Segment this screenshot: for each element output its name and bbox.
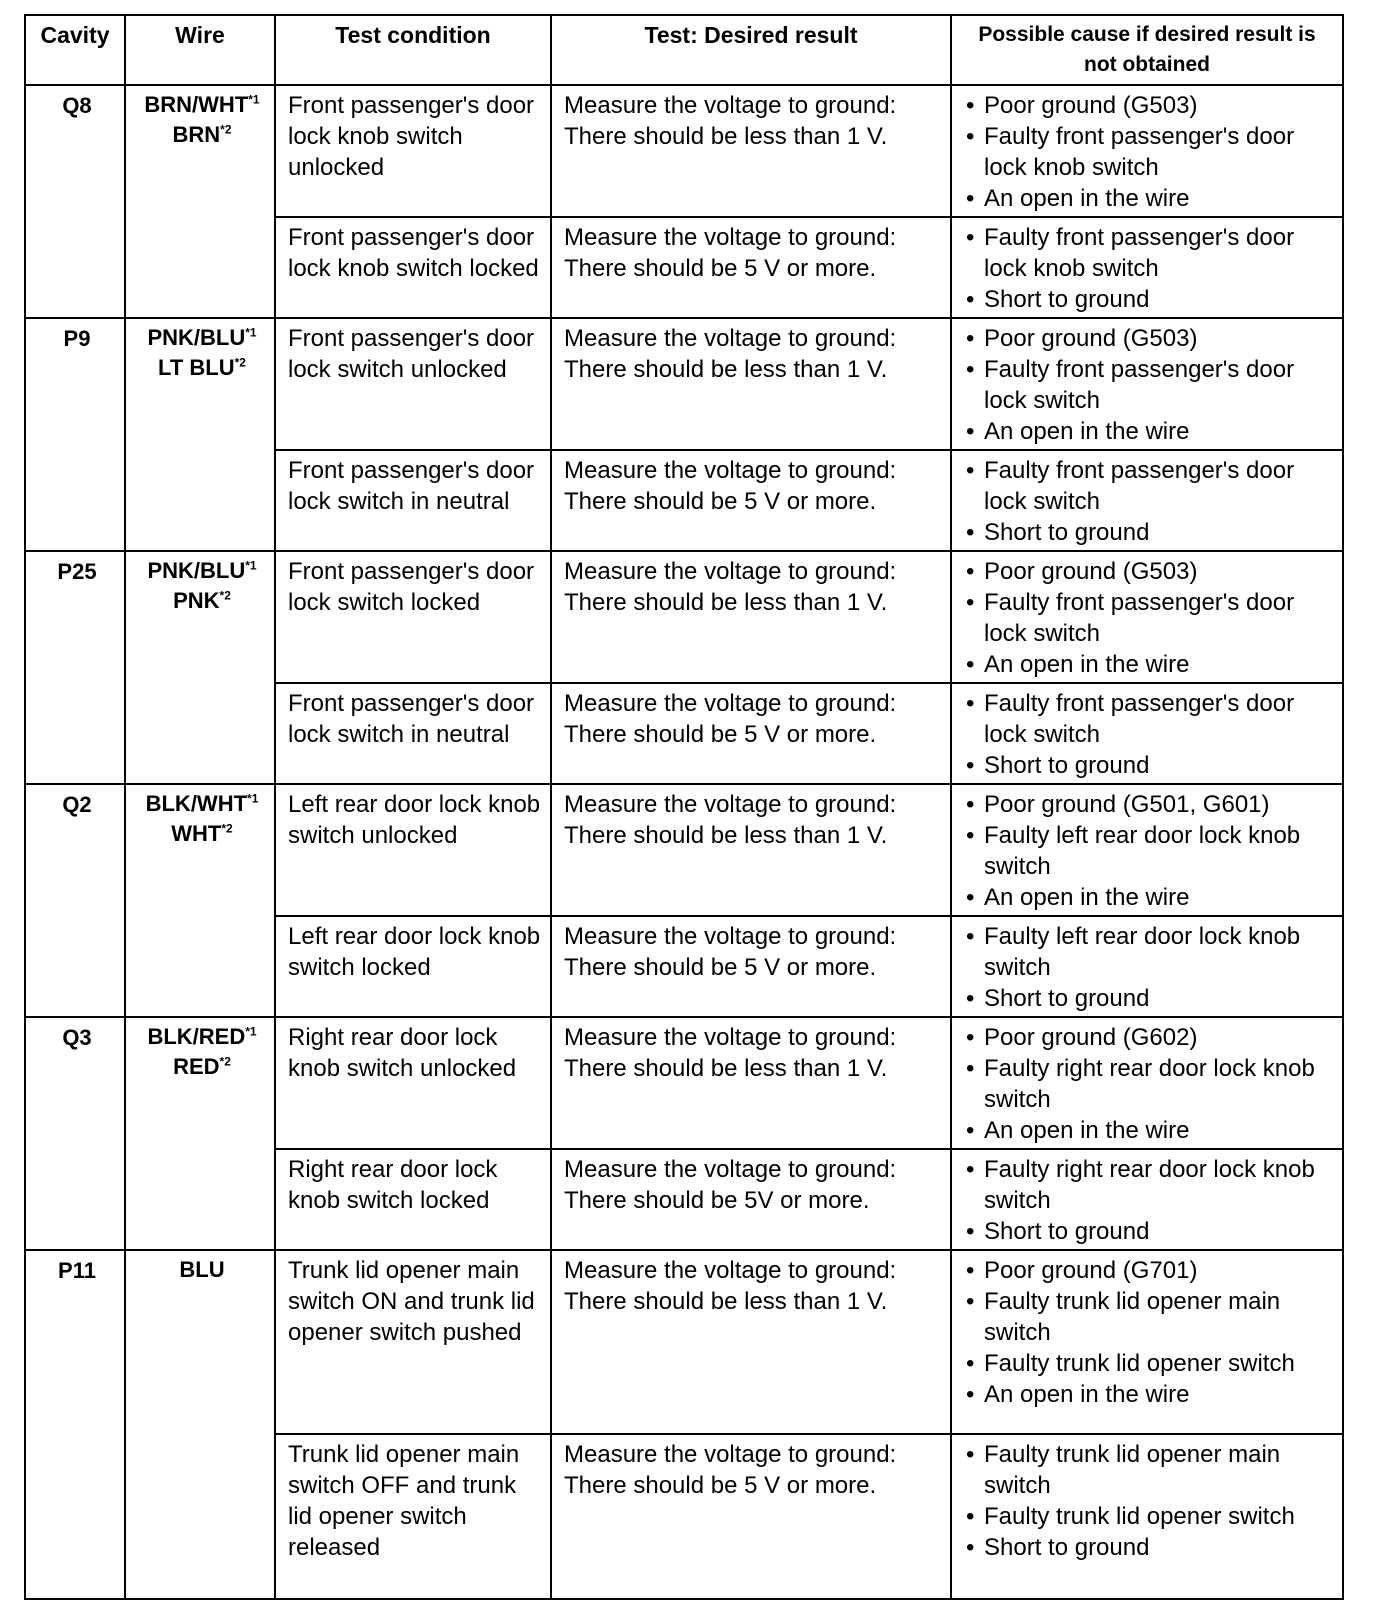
possible-cause-cell bbox=[951, 1434, 1343, 1599]
bullet-icon: • bbox=[966, 752, 975, 779]
test-table-sheet bbox=[24, 14, 1342, 1600]
cause-text: Poor ground (G501, G601) bbox=[984, 791, 1270, 818]
list-item bbox=[964, 1022, 1334, 1053]
header-desired-result: Test: Desired result bbox=[551, 15, 951, 85]
cause-text: Short to ground bbox=[984, 286, 1150, 313]
table-row bbox=[25, 784, 1343, 916]
bullet-icon: • bbox=[966, 123, 975, 150]
desired-result-cell bbox=[551, 217, 951, 318]
possible-cause-cell bbox=[951, 217, 1343, 318]
wire-color-text: BLK/WHT bbox=[145, 791, 248, 816]
bullet-icon: • bbox=[966, 185, 975, 212]
result-expected-value: There should be less than 1 V. bbox=[564, 123, 888, 150]
wire-color-text: RED bbox=[173, 1054, 220, 1079]
header-cause-line1: Possible cause if desired result is bbox=[978, 23, 1316, 46]
result-instruction: Measure the voltage to ground: bbox=[564, 325, 897, 352]
possible-cause-cell bbox=[951, 318, 1343, 450]
result-instruction: Measure the voltage to ground: bbox=[564, 558, 897, 585]
wire-color-text: WHT bbox=[171, 821, 222, 846]
list-item bbox=[964, 882, 1334, 913]
test-condition-cell: Front passenger's door lock switch in neutral bbox=[275, 450, 551, 551]
desired-result-cell bbox=[551, 1149, 951, 1250]
result-instruction: Measure the voltage to ground: bbox=[564, 92, 897, 119]
cause-text: Poor ground (G503) bbox=[984, 325, 1198, 352]
list-item bbox=[964, 1286, 1334, 1348]
cavity-cell: Q8 bbox=[25, 85, 125, 318]
list-item bbox=[964, 517, 1334, 548]
bullet-icon: • bbox=[966, 1381, 975, 1408]
footnote-marker: *2 bbox=[234, 355, 246, 370]
list-item bbox=[964, 1154, 1334, 1216]
wire-color-2 bbox=[138, 353, 266, 383]
bullet-icon: • bbox=[966, 1534, 975, 1561]
cause-text: Faulty front passenger's door lock knob switch bbox=[984, 224, 1295, 282]
bullet-icon: • bbox=[966, 690, 975, 717]
possible-cause-cell bbox=[951, 784, 1343, 916]
list-item bbox=[964, 820, 1334, 882]
cause-text: An open in the wire bbox=[984, 1381, 1190, 1408]
bullet-icon: • bbox=[966, 589, 975, 616]
test-condition-cell: Front passenger's door lock knob switch locked bbox=[275, 217, 551, 318]
test-condition-cell: Left rear door lock knob switch unlocked bbox=[275, 784, 551, 916]
list-item bbox=[964, 688, 1334, 750]
footnote-marker: *2 bbox=[219, 1054, 231, 1069]
test-condition-cell: Trunk lid opener main switch ON and trunk lid opener switch pushed bbox=[275, 1250, 551, 1434]
bullet-icon: • bbox=[966, 286, 975, 313]
desired-result-cell bbox=[551, 450, 951, 551]
cavity-cell: P11 bbox=[25, 1250, 125, 1599]
cause-list bbox=[964, 222, 1334, 315]
list-item bbox=[964, 222, 1334, 284]
bullet-icon: • bbox=[966, 651, 975, 678]
cavity-cell: P25 bbox=[25, 551, 125, 784]
cause-list bbox=[964, 1022, 1334, 1146]
cause-text: Short to ground bbox=[984, 752, 1150, 779]
possible-cause-cell bbox=[951, 683, 1343, 784]
wire-color-1 bbox=[138, 1022, 266, 1052]
cause-text: Short to ground bbox=[984, 1534, 1150, 1561]
cause-list bbox=[964, 921, 1334, 1014]
cause-text: Faulty right rear door lock knob switch bbox=[984, 1156, 1315, 1214]
bullet-icon: • bbox=[966, 1024, 975, 1051]
cause-text: An open in the wire bbox=[984, 1117, 1190, 1144]
bullet-icon: • bbox=[966, 1441, 975, 1468]
bullet-icon: • bbox=[966, 791, 975, 818]
footnote-marker: *2 bbox=[219, 588, 231, 603]
wire-color-1 bbox=[138, 789, 266, 819]
wire-color-text: PNK bbox=[173, 588, 220, 613]
desired-result-cell bbox=[551, 1250, 951, 1434]
table-row bbox=[25, 85, 1343, 217]
list-item bbox=[964, 1053, 1334, 1115]
cause-text: Faulty front passenger's door lock switch bbox=[984, 589, 1295, 647]
list-item bbox=[964, 1255, 1334, 1286]
list-item bbox=[964, 1115, 1334, 1146]
header-test-condition: Test condition bbox=[275, 15, 551, 85]
bullet-icon: • bbox=[966, 1350, 975, 1377]
list-item bbox=[964, 1501, 1334, 1532]
cause-text: Faulty right rear door lock knob switch bbox=[984, 1055, 1315, 1113]
cause-text: Faulty front passenger's door lock switch bbox=[984, 457, 1295, 515]
footnote-marker: *2 bbox=[220, 122, 232, 137]
bullet-icon: • bbox=[966, 457, 975, 484]
list-item bbox=[964, 323, 1334, 354]
cause-text: Faulty left rear door lock knob switch bbox=[984, 923, 1301, 981]
test-condition-cell: Right rear door lock knob switch locked bbox=[275, 1149, 551, 1250]
wire-color-text: BRN bbox=[172, 122, 221, 147]
header-possible-cause bbox=[951, 15, 1343, 85]
cause-text: Faulty trunk lid opener switch bbox=[984, 1350, 1295, 1377]
wire-cell bbox=[125, 1250, 275, 1599]
bullet-icon: • bbox=[966, 356, 975, 383]
footnote-marker: *1 bbox=[247, 791, 259, 806]
wire-cell bbox=[125, 1017, 275, 1250]
result-expected-value: There should be less than 1 V. bbox=[564, 1288, 888, 1315]
list-item bbox=[964, 183, 1334, 214]
list-item bbox=[964, 789, 1334, 820]
list-item bbox=[964, 587, 1334, 649]
wire-color-2 bbox=[138, 1052, 266, 1082]
list-item bbox=[964, 1439, 1334, 1501]
result-expected-value: There should be 5 V or more. bbox=[564, 721, 877, 748]
result-instruction: Measure the voltage to ground: bbox=[564, 1156, 897, 1183]
footnote-marker: *1 bbox=[245, 325, 257, 340]
list-item bbox=[964, 90, 1334, 121]
bullet-icon: • bbox=[966, 1156, 975, 1183]
cause-text: Faulty left rear door lock knob switch bbox=[984, 822, 1301, 880]
result-instruction: Measure the voltage to ground: bbox=[564, 690, 897, 717]
bullet-icon: • bbox=[966, 822, 975, 849]
bullet-icon: • bbox=[966, 1288, 975, 1315]
wire-color-2 bbox=[138, 819, 266, 849]
list-item bbox=[964, 1379, 1334, 1410]
test-table bbox=[24, 14, 1344, 1600]
cause-text: An open in the wire bbox=[984, 418, 1190, 445]
bullet-icon: • bbox=[966, 884, 975, 911]
table-row bbox=[25, 1017, 1343, 1149]
cause-list bbox=[964, 323, 1334, 447]
cause-text: Poor ground (G503) bbox=[984, 92, 1198, 119]
bullet-icon: • bbox=[966, 985, 975, 1012]
cause-text: An open in the wire bbox=[984, 651, 1190, 678]
wire-color-text: LT BLU bbox=[158, 355, 235, 380]
list-item bbox=[964, 649, 1334, 680]
bullet-icon: • bbox=[966, 1117, 975, 1144]
possible-cause-cell bbox=[951, 1250, 1343, 1434]
bullet-icon: • bbox=[966, 519, 975, 546]
bullet-icon: • bbox=[966, 92, 975, 119]
cause-text: Poor ground (G701) bbox=[984, 1257, 1198, 1284]
bullet-icon: • bbox=[966, 1257, 975, 1284]
wire-color-text: BLU bbox=[179, 1257, 225, 1282]
possible-cause-cell bbox=[951, 85, 1343, 217]
list-item bbox=[964, 750, 1334, 781]
list-item bbox=[964, 1348, 1334, 1379]
header-cause-line2: not obtained bbox=[1084, 53, 1210, 76]
footnote-marker: *1 bbox=[245, 1024, 257, 1039]
wire-color-1 bbox=[138, 1255, 266, 1285]
bullet-icon: • bbox=[966, 923, 975, 950]
result-expected-value: There should be 5V or more. bbox=[564, 1187, 870, 1214]
result-instruction: Measure the voltage to ground: bbox=[564, 791, 897, 818]
list-item bbox=[964, 416, 1334, 447]
test-condition-cell: Front passenger's door lock switch in neutral bbox=[275, 683, 551, 784]
result-instruction: Measure the voltage to ground: bbox=[564, 1441, 897, 1468]
result-expected-value: There should be 5 V or more. bbox=[564, 1472, 877, 1499]
bullet-icon: • bbox=[966, 558, 975, 585]
cause-list bbox=[964, 1255, 1334, 1410]
header-cavity: Cavity bbox=[25, 15, 125, 85]
bullet-icon: • bbox=[966, 418, 975, 445]
cause-list bbox=[964, 90, 1334, 214]
test-condition-cell: Trunk lid opener main switch OFF and trunk lid opener switch released bbox=[275, 1434, 551, 1599]
result-instruction: Measure the voltage to ground: bbox=[564, 457, 897, 484]
table-row bbox=[25, 318, 1343, 450]
result-expected-value: There should be 5 V or more. bbox=[564, 954, 877, 981]
result-expected-value: There should be less than 1 V. bbox=[564, 1055, 888, 1082]
bullet-icon: • bbox=[966, 224, 975, 251]
cavity-cell: Q2 bbox=[25, 784, 125, 1017]
possible-cause-cell bbox=[951, 551, 1343, 683]
cause-list bbox=[964, 1154, 1334, 1247]
cause-list bbox=[964, 688, 1334, 781]
wire-color-1 bbox=[138, 323, 266, 353]
wire-cell bbox=[125, 85, 275, 318]
footnote-marker: *1 bbox=[245, 558, 257, 573]
cause-text: Faulty trunk lid opener main switch bbox=[984, 1288, 1281, 1346]
test-condition-cell: Front passenger's door lock knob switch unlocked bbox=[275, 85, 551, 217]
wire-color-1 bbox=[138, 556, 266, 586]
list-item bbox=[964, 1532, 1334, 1563]
wire-color-text: PNK/BLU bbox=[147, 558, 246, 583]
possible-cause-cell bbox=[951, 1149, 1343, 1250]
cause-text: Faulty trunk lid opener switch bbox=[984, 1503, 1295, 1530]
wire-color-2 bbox=[138, 120, 266, 150]
cause-text: Short to ground bbox=[984, 519, 1150, 546]
cause-text: Faulty trunk lid opener main switch bbox=[984, 1441, 1281, 1499]
cause-list bbox=[964, 789, 1334, 913]
table-body bbox=[25, 85, 1343, 1599]
desired-result-cell bbox=[551, 551, 951, 683]
wire-cell bbox=[125, 784, 275, 1017]
bullet-icon: • bbox=[966, 325, 975, 352]
result-expected-value: There should be less than 1 V. bbox=[564, 356, 888, 383]
wire-color-text: PNK/BLU bbox=[147, 325, 246, 350]
cause-text: Poor ground (G503) bbox=[984, 558, 1198, 585]
result-instruction: Measure the voltage to ground: bbox=[564, 1024, 897, 1051]
list-item bbox=[964, 921, 1334, 983]
footnote-marker: *1 bbox=[248, 92, 260, 107]
cause-text: Faulty front passenger's door lock switch bbox=[984, 356, 1295, 414]
test-condition-cell: Front passenger's door lock switch locked bbox=[275, 551, 551, 683]
result-expected-value: There should be 5 V or more. bbox=[564, 488, 877, 515]
test-condition-cell: Left rear door lock knob switch locked bbox=[275, 916, 551, 1017]
desired-result-cell bbox=[551, 318, 951, 450]
cause-text: Faulty front passenger's door lock switch bbox=[984, 690, 1295, 748]
list-item bbox=[964, 556, 1334, 587]
cause-text: Short to ground bbox=[984, 1218, 1150, 1245]
list-item bbox=[964, 1216, 1334, 1247]
list-item bbox=[964, 983, 1334, 1014]
cause-list bbox=[964, 1439, 1334, 1563]
result-expected-value: There should be less than 1 V. bbox=[564, 822, 888, 849]
list-item bbox=[964, 121, 1334, 183]
desired-result-cell bbox=[551, 683, 951, 784]
cause-list bbox=[964, 455, 1334, 548]
cause-text: An open in the wire bbox=[984, 185, 1190, 212]
header-row bbox=[25, 15, 1343, 85]
desired-result-cell bbox=[551, 916, 951, 1017]
cause-list bbox=[964, 556, 1334, 680]
wire-color-text: BLK/RED bbox=[147, 1024, 246, 1049]
desired-result-cell bbox=[551, 1017, 951, 1149]
table-row bbox=[25, 1250, 1343, 1434]
test-condition-cell: Right rear door lock knob switch unlocked bbox=[275, 1017, 551, 1149]
wire-color-1 bbox=[138, 90, 266, 120]
result-instruction: Measure the voltage to ground: bbox=[564, 1257, 897, 1284]
possible-cause-cell bbox=[951, 916, 1343, 1017]
result-instruction: Measure the voltage to ground: bbox=[564, 224, 897, 251]
result-instruction: Measure the voltage to ground: bbox=[564, 923, 897, 950]
cavity-cell: P9 bbox=[25, 318, 125, 551]
result-expected-value: There should be 5 V or more. bbox=[564, 255, 877, 282]
cause-text: An open in the wire bbox=[984, 884, 1190, 911]
cavity-cell: Q3 bbox=[25, 1017, 125, 1250]
test-condition-cell: Front passenger's door lock switch unlocked bbox=[275, 318, 551, 450]
list-item bbox=[964, 284, 1334, 315]
wire-cell bbox=[125, 318, 275, 551]
wire-cell bbox=[125, 551, 275, 784]
cause-text: Short to ground bbox=[984, 985, 1150, 1012]
header-wire: Wire bbox=[125, 15, 275, 85]
bullet-icon: • bbox=[966, 1055, 975, 1082]
wire-color-text: BRN/WHT bbox=[144, 92, 249, 117]
result-expected-value: There should be less than 1 V. bbox=[564, 589, 888, 616]
footnote-marker: *2 bbox=[221, 821, 233, 836]
desired-result-cell bbox=[551, 784, 951, 916]
table-row bbox=[25, 551, 1343, 683]
cause-text: Faulty front passenger's door lock knob switch bbox=[984, 123, 1295, 181]
wire-color-2 bbox=[138, 586, 266, 616]
list-item bbox=[964, 354, 1334, 416]
bullet-icon: • bbox=[966, 1218, 975, 1245]
possible-cause-cell bbox=[951, 450, 1343, 551]
desired-result-cell bbox=[551, 85, 951, 217]
list-item bbox=[964, 455, 1334, 517]
desired-result-cell bbox=[551, 1434, 951, 1599]
cause-text: Poor ground (G602) bbox=[984, 1024, 1198, 1051]
bullet-icon: • bbox=[966, 1503, 975, 1530]
possible-cause-cell bbox=[951, 1017, 1343, 1149]
